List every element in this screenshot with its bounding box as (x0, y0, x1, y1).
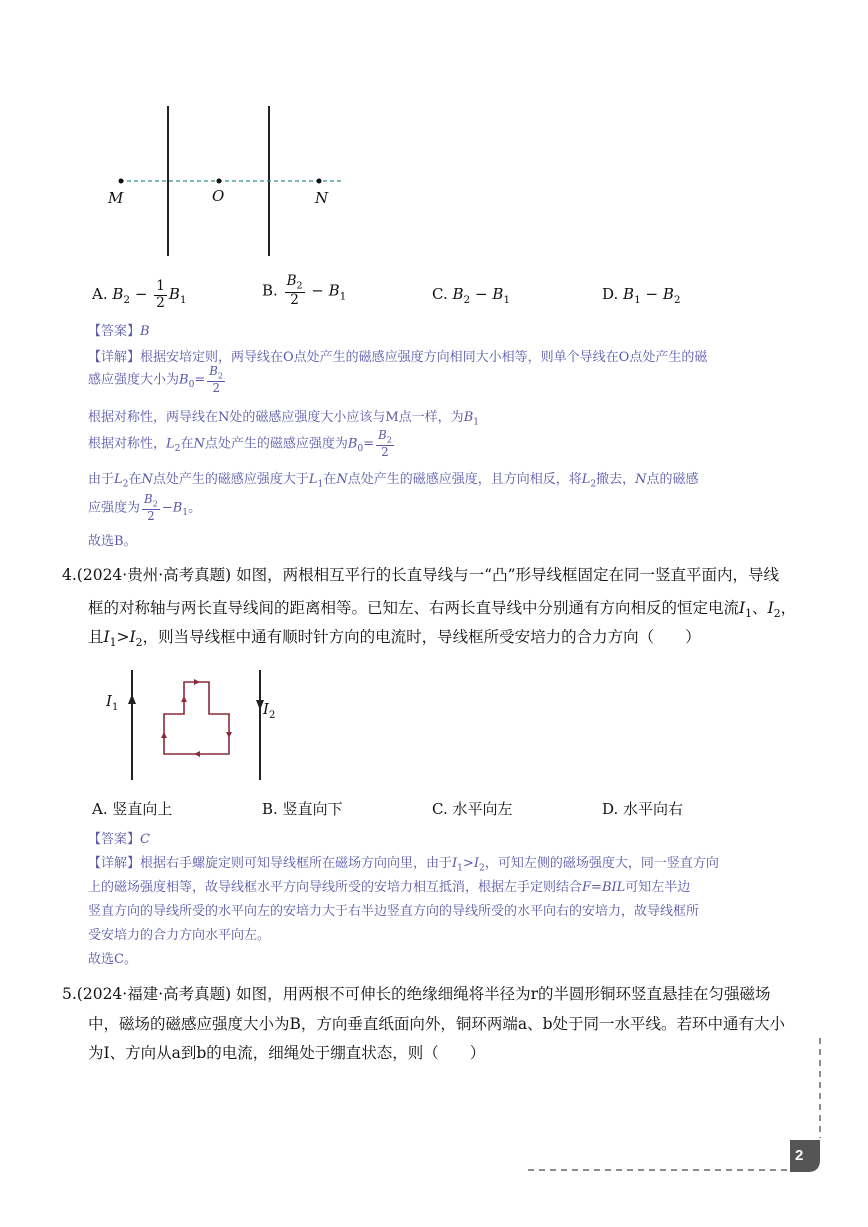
q4-detail-text-4: 可知左半边 (625, 880, 691, 895)
q4-option-b-text: 竖直向下 (282, 800, 343, 818)
q5-stem-1 (62, 978, 771, 1011)
q4-detail-6 (88, 924, 270, 943)
q5-stem-text-2: 中，磁场的磁感应强度大小为B，方向垂直纸面向外，铜环两端a、b处于同一水平线。若环中通有大小 (88, 1015, 786, 1033)
q3-option-c: C. $B_2 - B_1$ (432, 285, 511, 306)
q5-stem-text-1: 如图，用两根不可伸长的绝缘细绳将半径为r的半圆形铜环竖直悬挂在匀强磁场 (236, 985, 771, 1003)
page-number: 2 (795, 1147, 804, 1164)
q3-option-d: D. $B_1 - B_2$ (602, 285, 681, 306)
label-o: O (212, 187, 225, 205)
q4-option-d-letter: D. (602, 800, 619, 818)
q3-option-b-letter: B. (262, 281, 278, 300)
q4-detail-text-7: 故选C。 (88, 952, 137, 967)
frame-arrow-icon (194, 679, 200, 685)
q3-detail-text-2: 感应强度大小为 (88, 372, 180, 388)
q3-answer-value: B (140, 324, 150, 339)
label-n: N (315, 189, 329, 207)
q3-detail-4: 根据对称性，$L_2$在N点处产生的磁感应强度为$B_0=$ $\frac{B_2}{2}$ (88, 428, 392, 459)
frame-arrow-icon (194, 751, 200, 757)
point-n (317, 179, 322, 184)
q4-stem-text-1: 如图，两根相互平行的长直导线与一“凸”形导线框固定在同一竖直平面内，导线 (236, 566, 779, 584)
label-i2: $I_2$ (263, 700, 276, 721)
q3-option-a: A. $B_2$ − $\frac{1}{2}$ $B_1$ (92, 278, 187, 311)
q5-source: (2024·福建·高考真题) (76, 985, 232, 1003)
point-m (119, 179, 124, 184)
q4-figure (100, 666, 290, 786)
q4-detail-text-3: 上的磁场强度相等，故导线框水平方向导线所受的安培力相互抵消，根据左手定则结合 (88, 880, 583, 895)
q4-answer (88, 828, 150, 847)
convex-frame (164, 682, 229, 754)
page-corner-decoration (520, 1030, 840, 1190)
q3-detail-text-1: 根据安培定则，两导线在O点处产生的磁感应强度方向相同大小相等，则单个导线在O点处产生的磁 (140, 350, 708, 365)
q3-option-c-letter: C. (432, 285, 448, 303)
q4-option-c-text: 水平向左 (452, 800, 513, 818)
q4-option-a-letter: A. (92, 800, 108, 818)
q3-detail-text-4: 根据对称性， (88, 436, 167, 452)
q3-detail-tag: 【详解】 (88, 350, 141, 365)
q4-stem-3: 且$I_1>I_2$，则当导线框中通有顺时针方向的电流时，导线框所受安培力的合力方向（ ） (88, 628, 701, 650)
q3-detail-3: 根据对称性，两导线在N处的磁感应强度大小应该与M点一样，为$B_1$ (88, 410, 480, 428)
q5-number: 5. (62, 985, 77, 1003)
q3-detail-5: 由于$L_2$在N点处产生的磁感应强度大于$L_1$在N点处产生的磁感应强度，且方向相反，将$L_2$撤去，N点的磁感 (88, 472, 699, 490)
q4-option-c-letter: C. (432, 800, 448, 818)
q4-detail-1: 【详解】根据右手螺旋定则可知导线框所在磁场方向向里，由于$I_1>I_2$，可知左侧的磁场强度大，同一竖直方向 (88, 856, 719, 874)
q4-option-b (262, 798, 343, 819)
frame-arrow-icon (161, 732, 167, 738)
frame-arrow-icon (181, 696, 187, 702)
q5-stem-text-3: 为I、方向从a到b的电流，细绳处于绷直状态，则（ ） (88, 1044, 486, 1062)
q3-answer (88, 320, 150, 339)
q4-detail-text-6: 受安培力的合力方向水平向左。 (88, 928, 271, 943)
point-o (217, 179, 222, 184)
q4-detail-5 (88, 900, 699, 919)
q3-figure (100, 100, 360, 260)
q3-detail-7 (88, 530, 137, 549)
q4-option-b-letter: B. (262, 800, 278, 818)
q3-detail-text-3: 根据对称性，两导线在N处的磁感应强度大小应该与M点一样，为 (88, 410, 464, 425)
q4-source: (2024·贵州·高考真题) (76, 566, 232, 584)
q3-detail-1 (88, 346, 707, 365)
q3-option-b: B. $\frac{B_2}{2}$ − $B_1$ (262, 273, 347, 309)
q3-detail-6: 应强度为 $\frac{B_2}{2}$ $-B_1$。 (88, 492, 202, 523)
q4-detail-7 (88, 948, 137, 967)
q3-option-d-letter: D. (602, 285, 619, 303)
q4-option-a (92, 798, 172, 819)
label-i1: $I_1$ (106, 692, 119, 713)
q4-stem-text-3: ，则当导线框中通有顺时针方向的电流时，导线框所受安培力的合力方向（ ） (142, 628, 701, 646)
q4-option-a-text: 竖直向上 (112, 800, 173, 818)
q3-detail-text-5: 由于 (88, 472, 115, 487)
q3-detail-text-6: 应强度为 (88, 500, 141, 516)
q3-option-a-letter: A. (92, 285, 108, 303)
q4-detail-3: 上的磁场强度相等，故导线框水平方向导线所受的安培力相互抵消，根据左手定则结合F=BIL可知左半边 (88, 880, 691, 895)
q4-answer-tag: 【答案】 (88, 832, 141, 847)
q4-detail-text-5: 竖直方向的导线所受的水平向左的安培力大于右半边竖直方向的导线所受的水平向右的安培力，故导线框所 (88, 904, 700, 919)
q4-stem-1 (62, 559, 779, 592)
q3-detail-2: 感应强度大小为$B_0=$ $\frac{B_2}{2}$ (88, 364, 224, 395)
q4-detail-text-2: ，可知左侧的磁场强度大，同一竖直方向 (484, 856, 719, 871)
q4-option-d-text: 水平向右 (623, 800, 684, 818)
q4-detail-tag: 【详解】 (88, 856, 141, 871)
q4-stem-2: 框的对称轴与两长直导线间的距离相等。已知左、右两长直导线中分别通有方向相反的恒定电流$I_1$、$I_2$， (88, 599, 797, 621)
arrow-up-icon (128, 694, 136, 704)
q4-answer-value: C (140, 832, 150, 847)
q4-number: 4. (62, 566, 77, 584)
q4-option-c (432, 798, 513, 819)
frame-arrow-icon (226, 732, 232, 738)
label-m: M (108, 189, 124, 207)
q3-answer-tag: 【答案】 (88, 324, 141, 339)
q5-stem-3 (88, 1037, 485, 1070)
q4-stem-text-2: 框的对称轴与两长直导线间的距离相等。已知左、右两长直导线中分别通有方向相反的恒定电流 (88, 599, 740, 617)
q3-detail-text-7: 故选B。 (88, 534, 137, 549)
q4-option-d (602, 798, 683, 819)
q4-detail-text-1: 根据右手螺旋定则可知导线框所在磁场方向向里，由于 (140, 856, 453, 871)
